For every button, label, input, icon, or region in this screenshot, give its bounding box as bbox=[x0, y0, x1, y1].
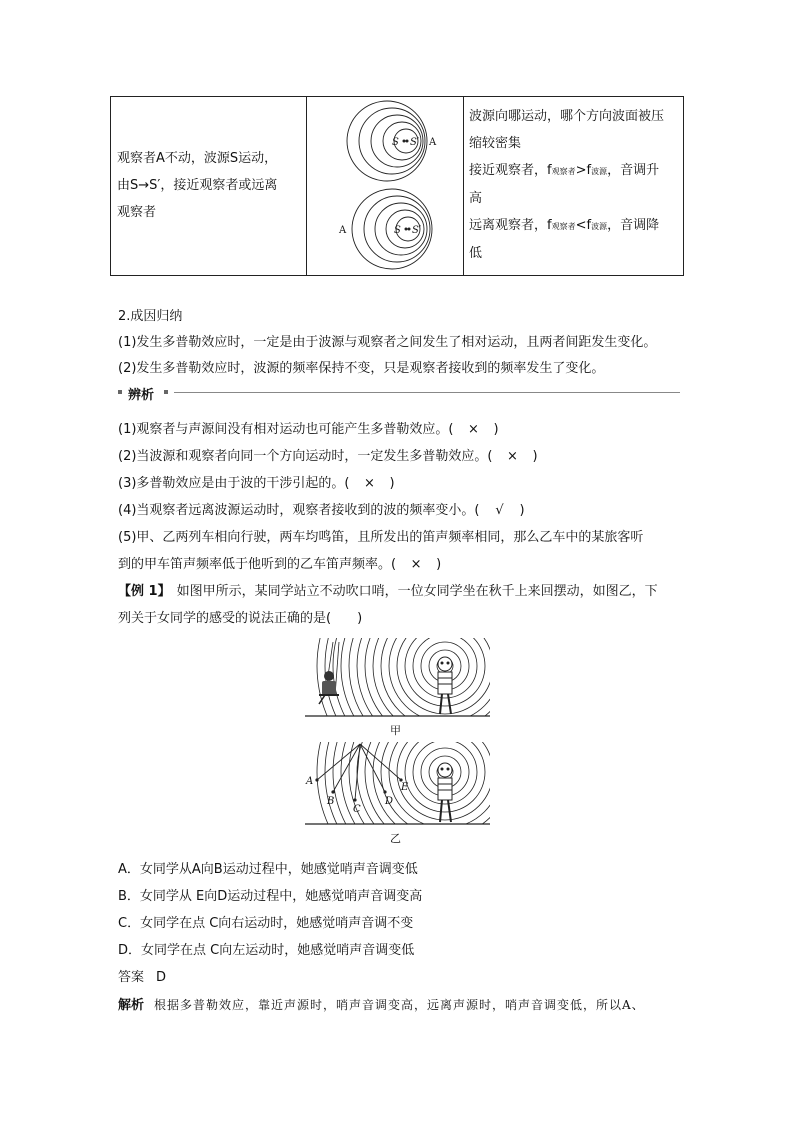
bianxi-header bbox=[118, 385, 682, 401]
judgement-item: (2)当波源和观察者向同一个方向运动时，一定发生多普勒效应。( × ) bbox=[118, 449, 538, 464]
source-label-s: S bbox=[392, 137, 399, 148]
source-label-s-prime: S′ bbox=[410, 137, 420, 148]
header-marker-icon bbox=[118, 390, 122, 394]
section-paragraph: (1)发生多普勒效应时，一定是由于波源与观察者之间发生了相对运动，且两者间距发生变化。 bbox=[118, 335, 657, 350]
example-stem: 列关于女同学的感受的说法正确的是( ) bbox=[118, 611, 363, 626]
option-a: A．女同学从A向B运动过程中，她感觉哨声音调变低 bbox=[118, 862, 418, 877]
table-left-line: 观察者 bbox=[117, 205, 157, 220]
judgement-item: 到的甲车笛声频率低于他听到的乙车笛声频率。( × ) bbox=[118, 557, 442, 572]
source-label-s-prime: S′ bbox=[412, 225, 422, 236]
table-right-line: 波源向哪运动，哪个方向波面被压 bbox=[469, 109, 665, 124]
swinging-girl-icon bbox=[319, 671, 339, 704]
section-title: 2.成因归纳 bbox=[118, 309, 183, 324]
figure-caption: 乙 bbox=[390, 832, 401, 845]
point-label-d: D bbox=[385, 796, 394, 807]
observer-label-a: A bbox=[339, 225, 347, 236]
judgement-item: (3)多普勒效应是由于波的干涉引起的。( × ) bbox=[118, 476, 395, 491]
header-marker-icon bbox=[164, 390, 168, 394]
example-tag: 【例 1】 bbox=[118, 584, 171, 599]
wave-source-diagram bbox=[337, 99, 447, 275]
judgement-item: (1)观察者与声源间没有相对运动也可能产生多普勒效应。( × ) bbox=[118, 422, 499, 437]
whistling-boy-icon bbox=[438, 657, 452, 714]
judgement-item: (4)当观察者远离波源运动时，观察者接收到的波的频率变小。( √ ) bbox=[118, 503, 525, 518]
table-right-line: 高 bbox=[469, 191, 483, 206]
option-d: D．女同学在点 C向左运动时，她感觉哨声音调变低 bbox=[118, 943, 415, 958]
point-label-e: E bbox=[401, 782, 409, 793]
table-right-cell bbox=[469, 103, 683, 267]
judgement-item: (5)甲、乙两列车相向行驶，两车均鸣笛，且所发出的笛声频率相同，那么乙车中的某旅客听 bbox=[118, 530, 644, 545]
point-label-b: B bbox=[327, 796, 335, 807]
header-rule bbox=[174, 392, 680, 393]
table-right-line: 低 bbox=[469, 246, 483, 261]
answer-label: 答案 bbox=[118, 970, 145, 985]
table-divider bbox=[463, 97, 464, 275]
table-left-line: 由S→S′，接近观察者或远离 bbox=[117, 178, 278, 193]
point-label-a: A bbox=[306, 776, 314, 787]
analysis-text: 根据多普勒效应，靠近声源时，哨声音调变高，远离声源时，哨声音调变低，所以A、 bbox=[154, 998, 645, 1012]
option-b: B．女同学从 E向D运动过程中，她感觉哨声音调变高 bbox=[118, 889, 423, 904]
table-left-cell bbox=[117, 145, 307, 226]
example-stem: 【例 1】 如图甲所示，某同学站立不动吹口哨，一位女同学坐在秋千上来回摆动，如图乙，下 bbox=[118, 584, 658, 599]
source-label-s: S bbox=[394, 225, 401, 236]
answer-value: D bbox=[156, 970, 167, 985]
section-paragraph: (2)发生多普勒效应时，波源的频率保持不变，只是观察者接收到的频率发生了变化。 bbox=[118, 361, 605, 376]
option-c: C．女同学在点 C向右运动时，她感觉哨声音调不变 bbox=[118, 916, 414, 931]
answer-row bbox=[118, 966, 166, 985]
figure-caption: 甲 bbox=[390, 724, 401, 737]
table-right-line: 接近观察者，f观察者>f波源，音调升 bbox=[469, 163, 660, 178]
comparison-table bbox=[110, 96, 684, 276]
table-left-line: 观察者A不动，波源S运动， bbox=[117, 151, 278, 166]
table-right-line: 远离观察者，f观察者<f波源，音调降 bbox=[469, 218, 660, 233]
table-right-line: 缩较密集 bbox=[469, 136, 522, 151]
analysis-label: 解析 bbox=[118, 998, 145, 1013]
figure-yi bbox=[305, 742, 490, 828]
point-label-c: C bbox=[353, 804, 361, 815]
analysis-row bbox=[118, 994, 645, 1013]
whistling-boy-icon bbox=[438, 763, 452, 822]
bianxi-title: 辨析 bbox=[128, 388, 155, 403]
figure-jia bbox=[305, 638, 490, 720]
observer-label-a: A bbox=[429, 137, 437, 148]
